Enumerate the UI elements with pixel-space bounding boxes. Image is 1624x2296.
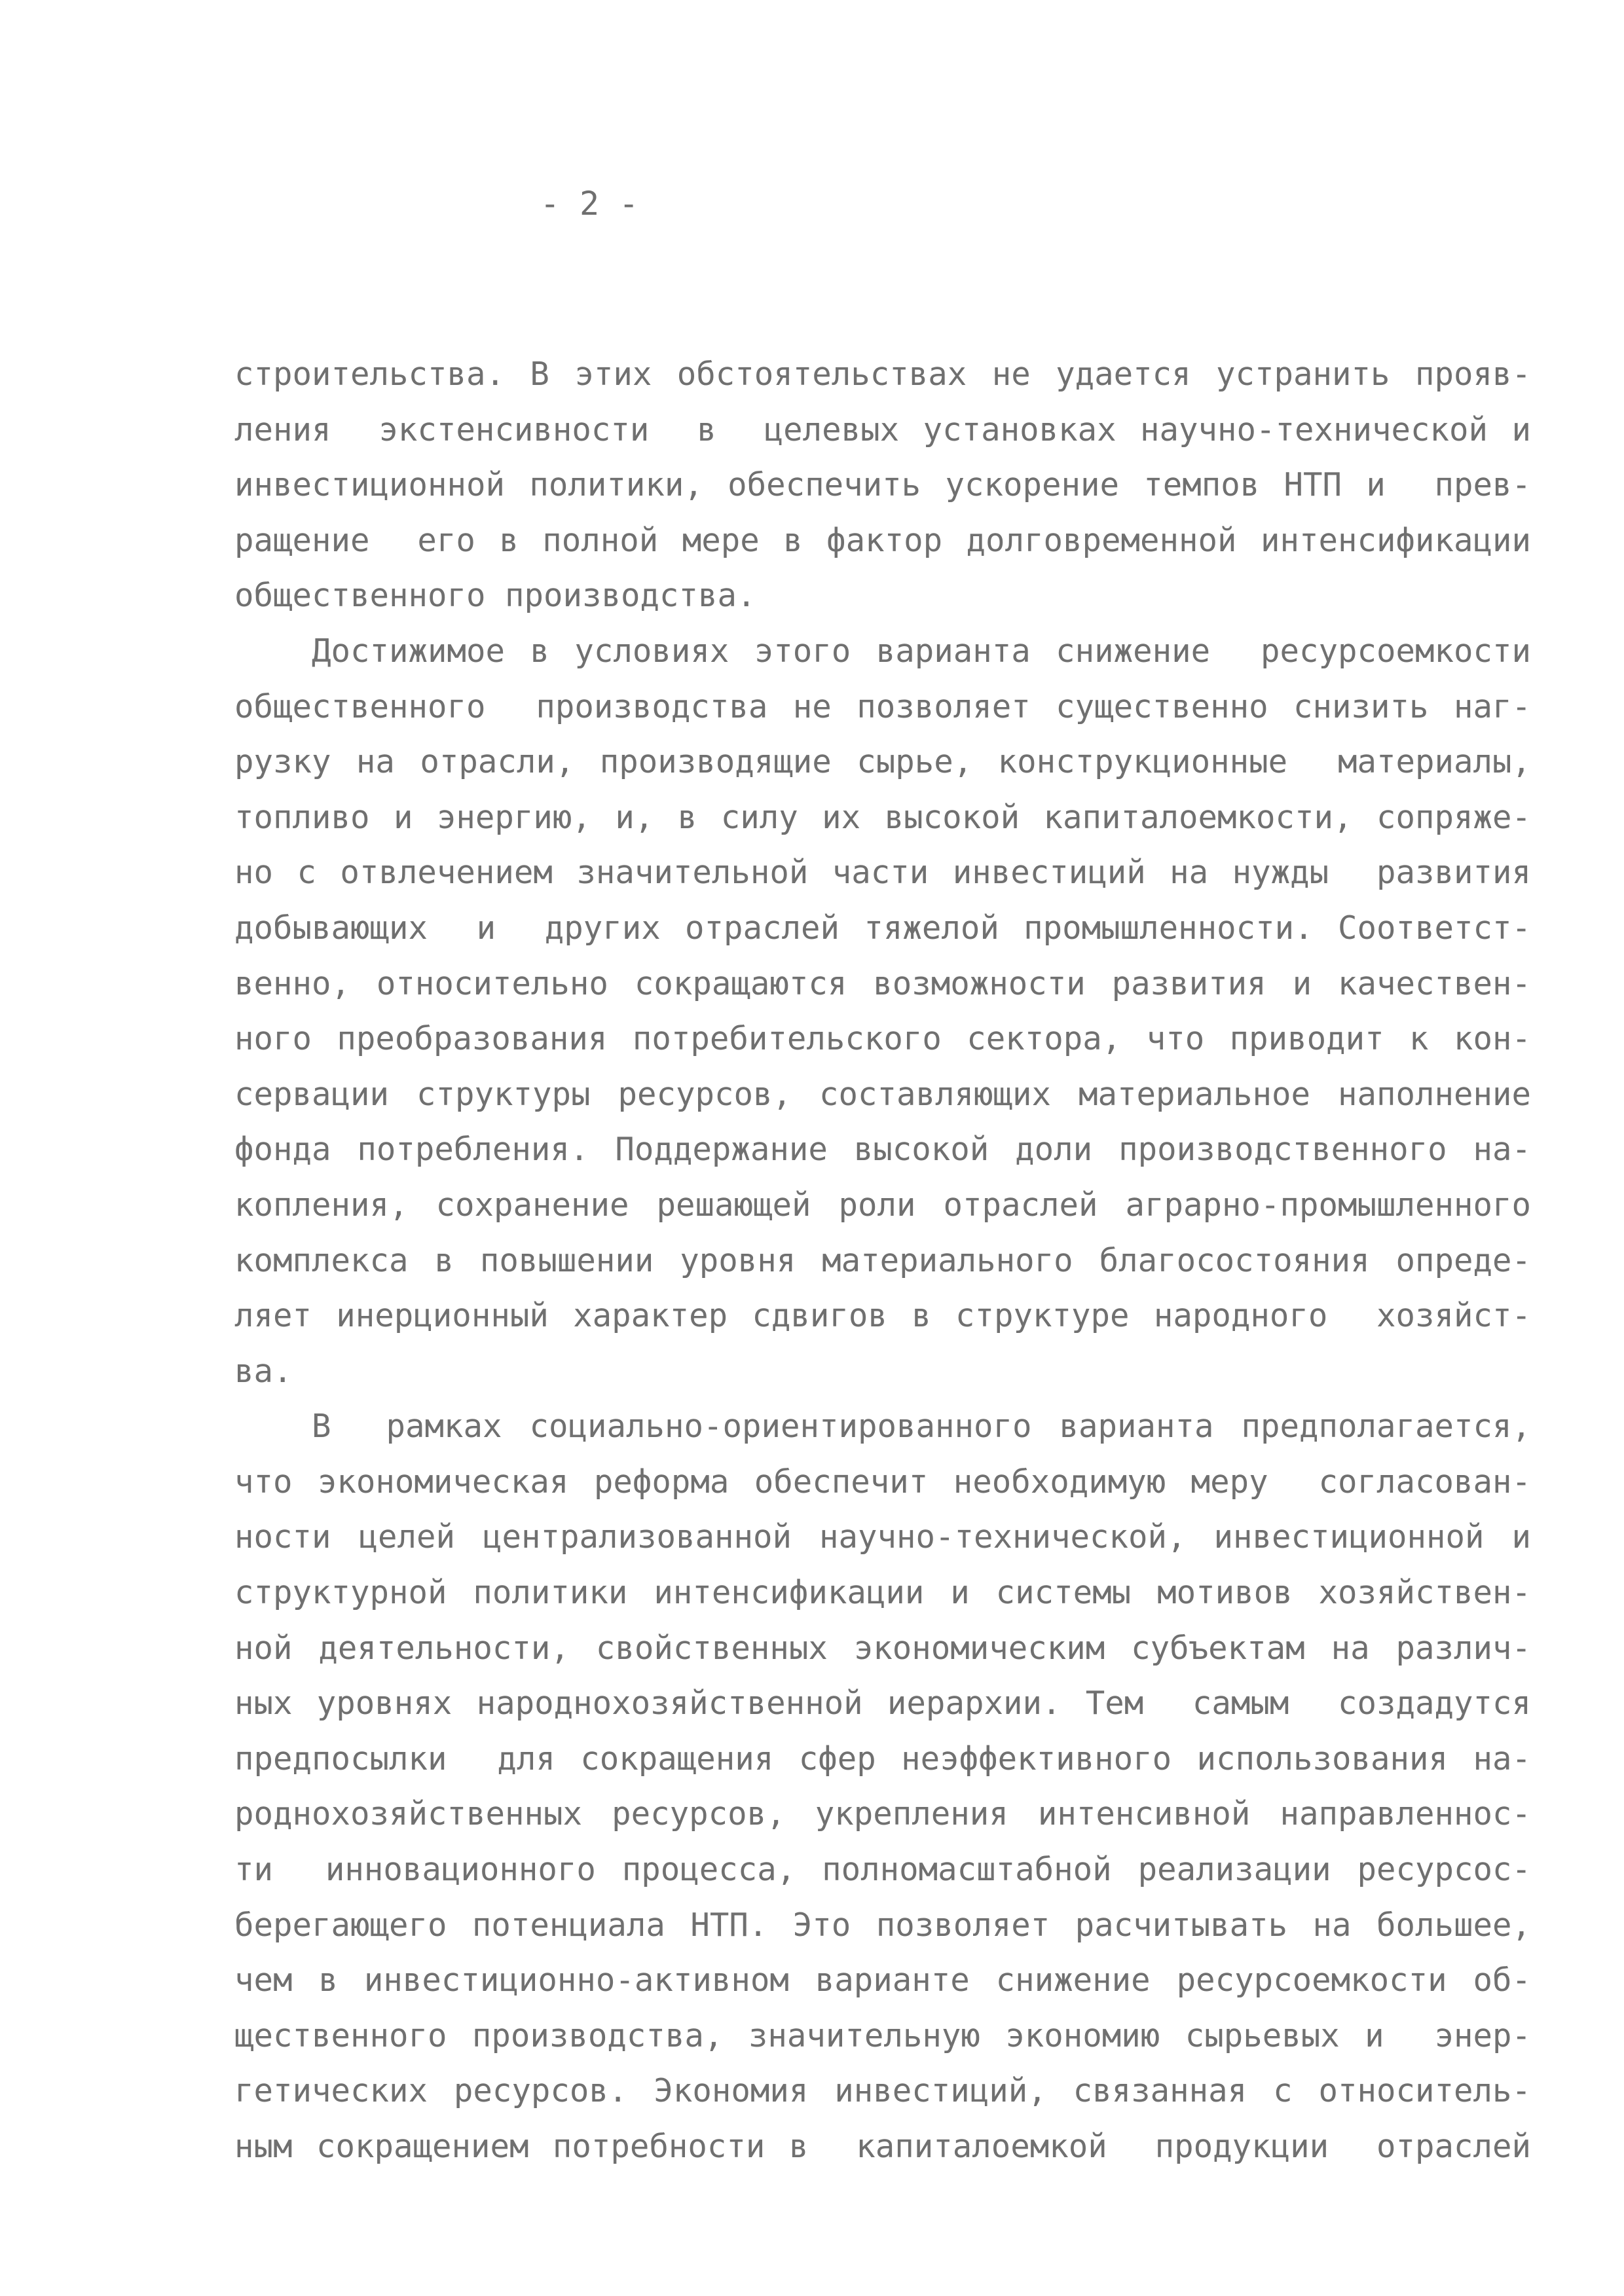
text-line: чем в инвестиционно-активном варианте снижение ресурсоемкости об- [234, 1961, 1531, 1999]
text-line: ности целей централизованной научно-технической, инвестиционной и [234, 1518, 1531, 1556]
text-line: венно, относительно сокращаются возможности развития и качествен- [234, 964, 1531, 1002]
text-line: ных уровнях народнохозяйственной иерархии. Тем самым создадутся [234, 1685, 1531, 1722]
text-line: гетических ресурсов. Экономия инвестиций, связанная с относитель- [234, 2072, 1531, 2110]
text-line: комплекса в повышении уровня материального благосостояния опреде- [234, 1241, 1531, 1279]
text-line: щественного производства, значительную экономию сырьевых и энер- [234, 2016, 1531, 2054]
text-line: ления экстенсивности в целевых установках научно-технической и [234, 410, 1531, 448]
text-line: строительства. В этих обстоятельствах не удается устранить прояв- [234, 355, 1531, 393]
text-line: общественного производства не позволяет существенно снизить наг- [234, 687, 1531, 725]
text-line: копления, сохранение решающей роли отраслей аграрно-промышленного [234, 1186, 1531, 1224]
text-line: инвестиционной политики, обеспечить ускорение темпов НТП и прев- [234, 466, 1531, 504]
text-line: фонда потребления. Поддержание высокой доли производственного на- [234, 1131, 1531, 1169]
text-line: добывающих и других отраслей тяжелой промышленности. Соответст- [234, 909, 1531, 947]
text-line: сервации структуры ресурсов, составляющих материальное наполнение [234, 1075, 1531, 1113]
text-line: В рамках социально-ориентированного варианта предполагается, [312, 1408, 1531, 1446]
page-number: - 2 - [540, 185, 639, 223]
text-line: ва. [234, 1352, 293, 1390]
text-line: что экономическая реформа обеспечит необходимую меру согласован- [234, 1463, 1531, 1501]
text-line: но с отвлечением значительной части инвестиций на нужды развития [234, 854, 1531, 892]
text-line: предпосылки для сокращения сфер неэффективного использования на- [234, 1740, 1531, 1777]
text-line: ным сокращением потребности в капиталоемкой продукции отраслей [234, 2128, 1531, 2165]
text-line: ращение его в полной мере в фактор долговременной интенсификации [234, 521, 1531, 559]
text-line: ти инновационного процесса, полномасштабной реализации ресурсос- [234, 1851, 1531, 1889]
text-line: ляет инерционный характер сдвигов в структуре народного хозяйст- [234, 1297, 1531, 1335]
text-line: берегающего потенциала НТП. Это позволяет расчитывать на большее, [234, 1906, 1531, 1944]
text-line: Достижимое в условиях этого варианта снижение ресурсоемкости [312, 632, 1531, 670]
text-line: рузку на отрасли, производящие сырье, конструкционные материалы, [234, 743, 1531, 781]
body-text [234, 347, 1531, 2175]
text-line: ной деятельности, свойственных экономическим субъектам на различ- [234, 1629, 1531, 1667]
text-line: структурной политики интенсификации и системы мотивов хозяйствен- [234, 1574, 1531, 1612]
text-line: топливо и энергию, и, в силу их высокой капиталоемкости, сопряже- [234, 798, 1531, 836]
text-line: общественного производства. [234, 577, 756, 615]
text-line: ного преобразования потребительского сектора, что приводит к кон- [234, 1020, 1531, 1058]
text-line: роднохозяйственных ресурсов, укрепления интенсивной направленнос- [234, 1795, 1531, 1833]
